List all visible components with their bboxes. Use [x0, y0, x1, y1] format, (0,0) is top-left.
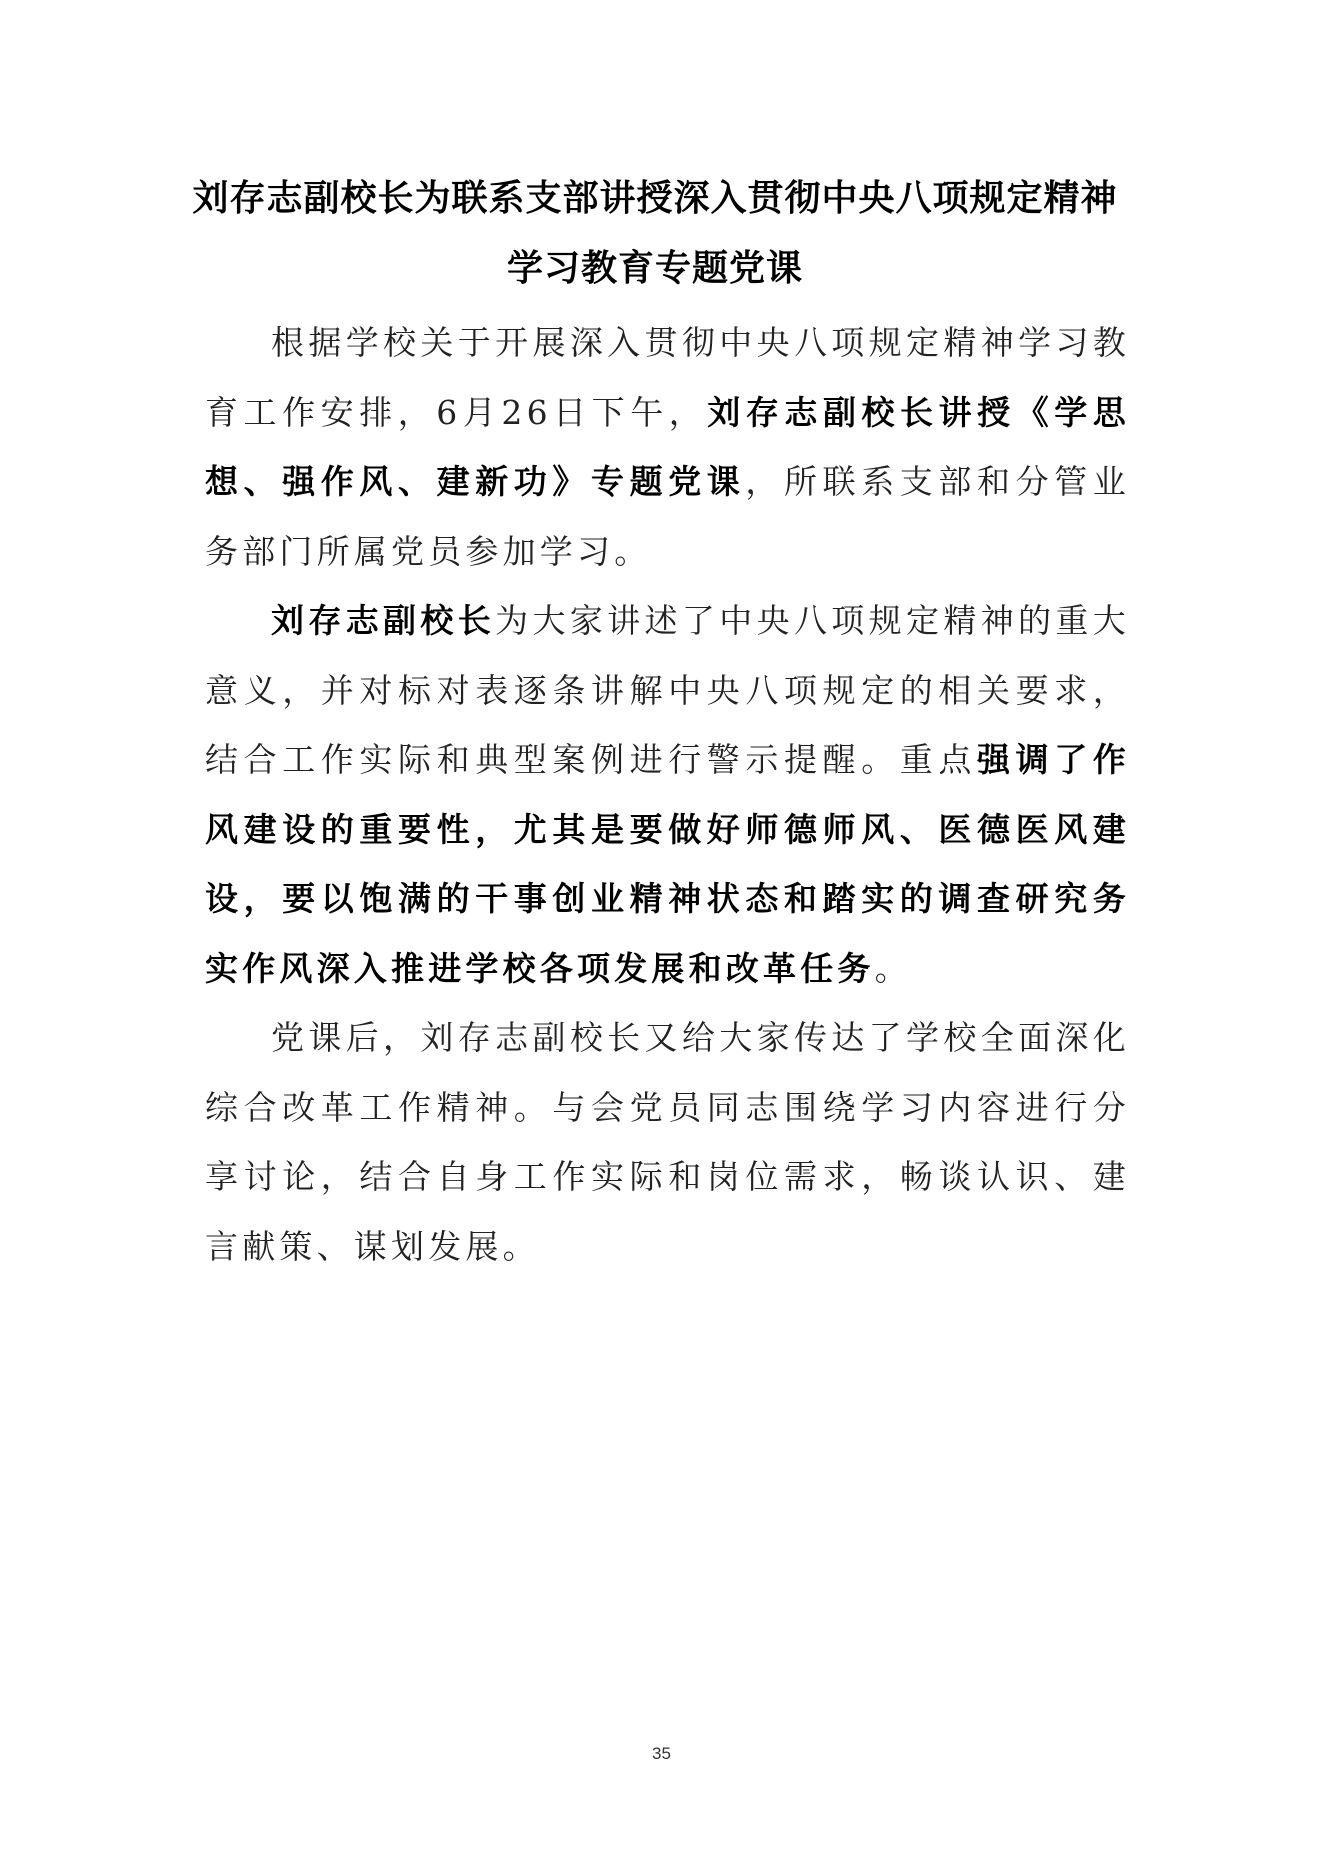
title-line-1: 刘存志副校长为联系支部讲授深入贯彻中央八项规定精神: [192, 177, 1118, 219]
paragraph-1-text-b: ，所联系支部和分管业务部门所属党员参加学习。: [205, 462, 1131, 571]
paragraph-3: [205, 1003, 1130, 1281]
paragraph-1: [205, 308, 1130, 586]
paragraph-2: [205, 586, 1130, 1003]
page-number: 35: [652, 1744, 671, 1763]
paragraph-2-text-b: 。: [874, 948, 912, 988]
paragraph-1-text-a: 根据学校关于开展深入贯彻中央八项规定精神学习教育工作安排，6月26日下午，: [205, 323, 1130, 432]
paragraph-2-bold-text: 强调了作风建设的重要性，尤其是要做好师德师风、医德医风建设，要以饱满的干事创业精神状态和踏实的调查研究务实作风深入推进学校各项发展和改革任务: [205, 740, 1130, 988]
paragraph-3-text: 党课后，刘存志副校长又给大家传达了学校全面深化综合改革工作精神。与会党员同志围绕学习内容进行分享讨论，结合自身工作实际和岗位需求，畅谈认识、建言献策、谋划发展。: [205, 1018, 1130, 1266]
title-line-2: 学习教育专题党课: [506, 247, 803, 289]
paragraph-2-bold-name: 刘存志副校长: [271, 601, 496, 640]
article-body: [205, 308, 1130, 1281]
paragraph-2-text-a: 为大家讲述了中央八项规定精神的重大意义，并对标对表逐条讲解中央八项规定的相关要求，结合工作实际和典型案例进行警示提醒。重点: [205, 601, 1130, 779]
paragraph-1-bold-text: 刘存志副校长讲授《学思想、强作风、建新功》专题党课: [205, 392, 1130, 501]
